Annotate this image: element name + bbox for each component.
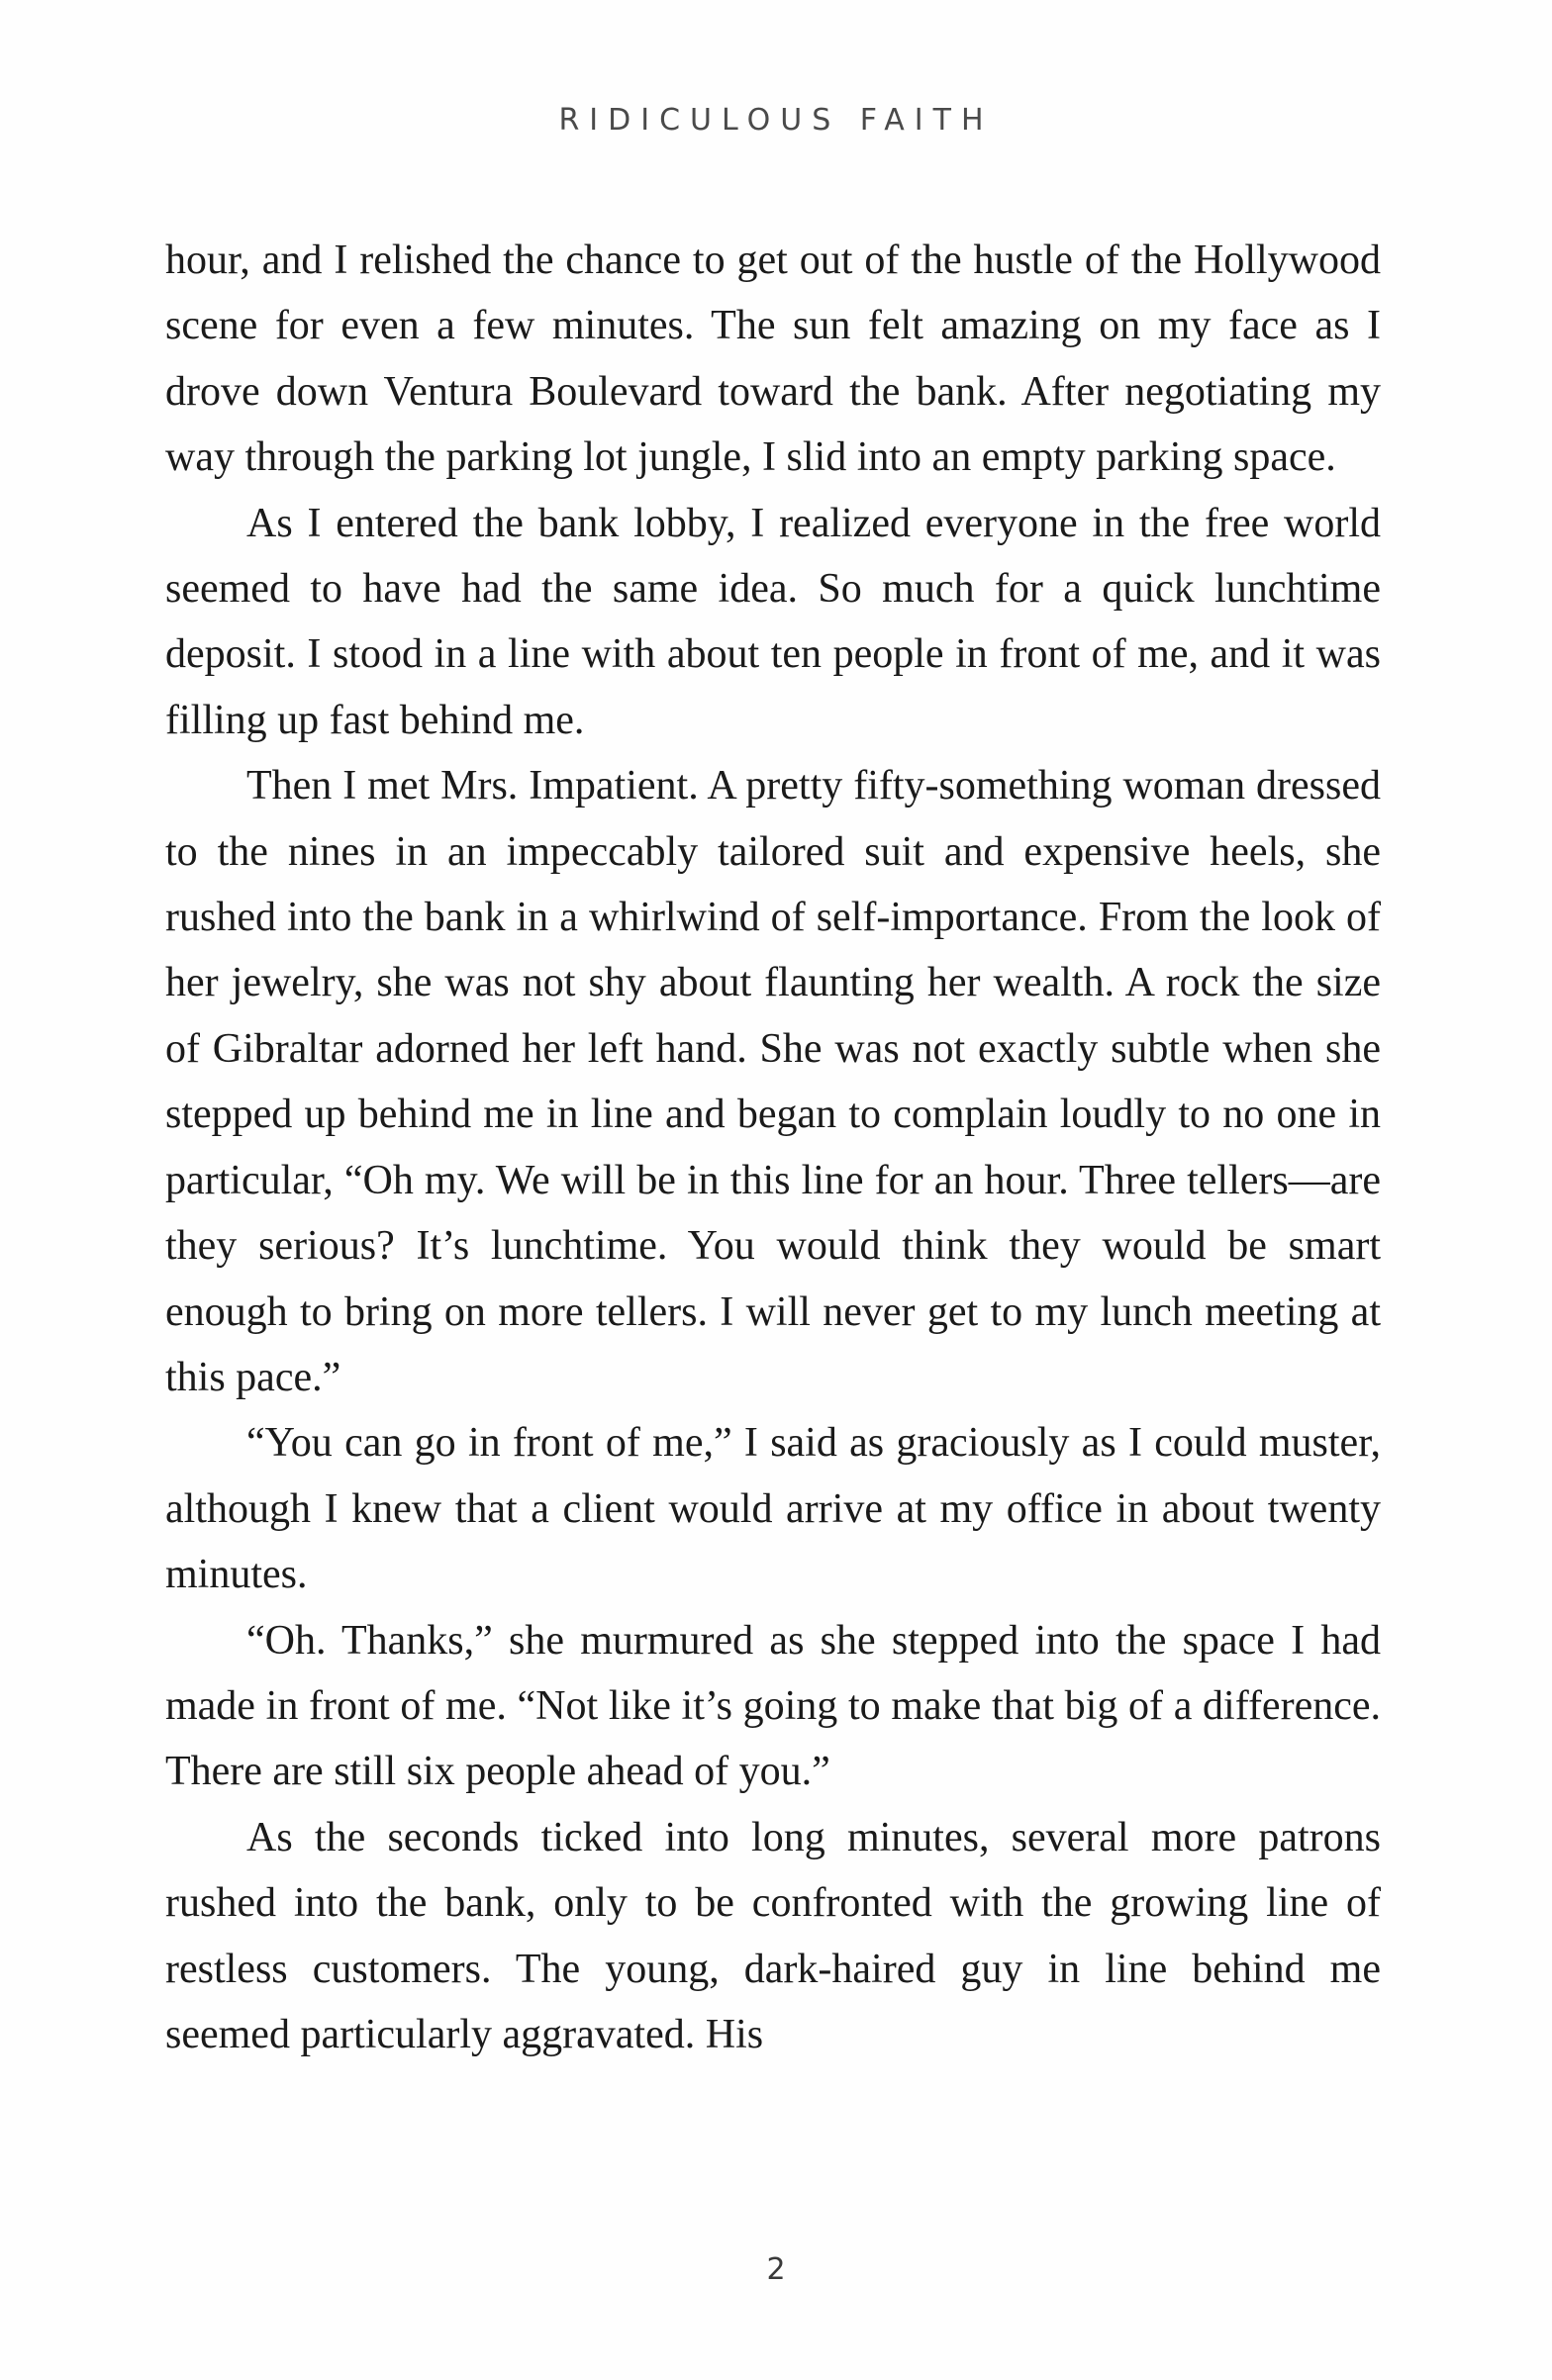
paragraph: Then I met Mrs. Impatient. A pretty fifty-something woman dressed to the nines in an impeccably tailored suit and expensive heels, she rushed into the bank in a whirlwind of self-importance. From the look of her jewelry, she was not shy about flaunting her wealth. A rock the size of Gibraltar adorned her left hand. She was not exactly subtle when she stepped up behind me in line and began to complain loudly to no one in particular, “Oh my. We will be in this line for an hour. Three tellers—are they serious? It’s lunchtime. You would think they would be smart enough to bring on more tellers. I will never get to my lunch meeting at this pace.” <box>165 763 1381 1400</box>
body-text <box>165 228 1381 2067</box>
paragraph: As I entered the bank lobby, I realized everyone in the free world seemed to have had the same idea. So much for a quick lunchtime deposit. I stood in a line with about ten people in front of me, and it was filling up fast behind me. <box>165 500 1381 743</box>
paragraph: As the seconds ticked into long minutes, several more patrons rushed into the bank, only to be confronted with the growing line of restless customers. The young, dark-haired guy in line behind me seemed particularly aggravated. His <box>165 1814 1381 2057</box>
paragraph: hour, and I relished the chance to get out of the hustle of the Hollywood scene for even a few minutes. The sun felt amazing on my face as I drove down Ventura Boulevard toward the bank. After negotiating my way through the parking lot jungle, I slid into an empty parking space. <box>165 238 1381 481</box>
paragraph: “You can go in front of me,” I said as graciously as I could muster, although I knew that a client would arrive at my office in about twenty minutes. <box>165 1420 1381 1598</box>
page-number: 2 <box>766 2252 786 2287</box>
paragraph: “Oh. Thanks,” she murmured as she stepped into the space I had made in front of me. “Not like it’s going to make that big of a difference. There are still six people ahead of you.” <box>165 1617 1381 1795</box>
running-head: RIDICULOUS FAITH <box>558 103 994 138</box>
